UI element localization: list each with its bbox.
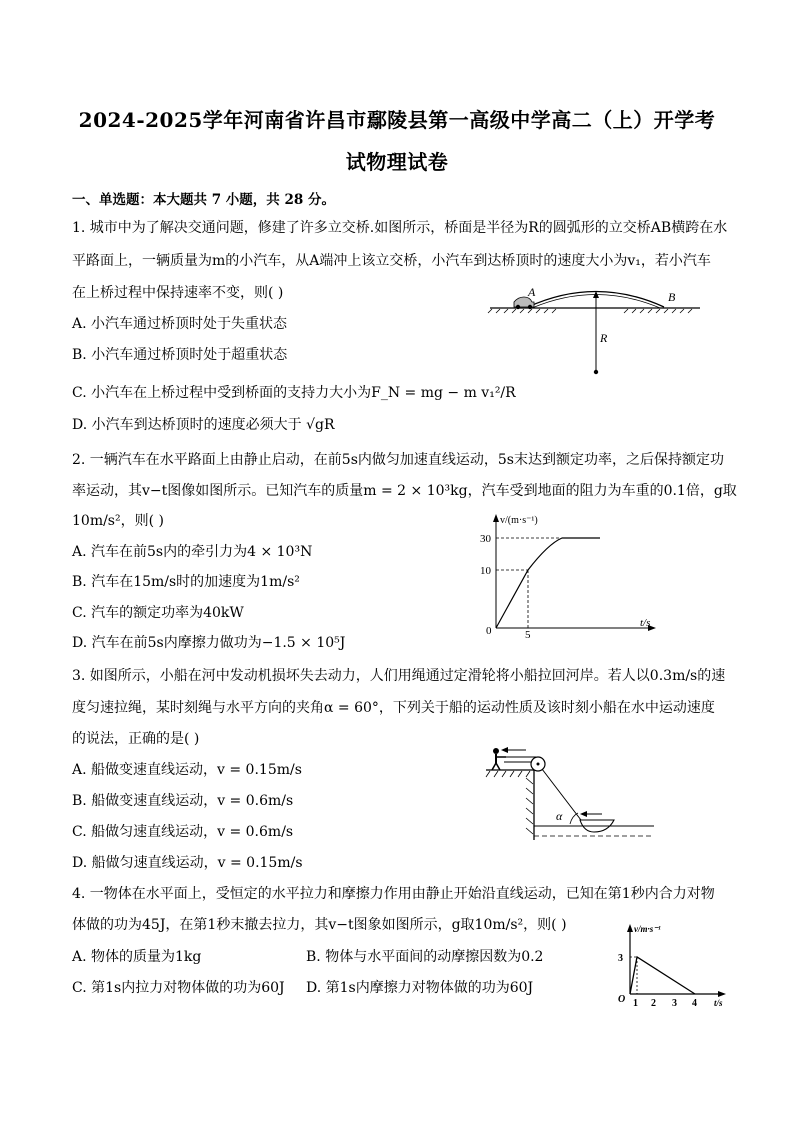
q3-stem-line2: 度匀速拉绳，某时刻绳与水平方向的夹角α = 60°，下列关于船的运动性质及该时刻小船在水中运动速度 (72, 700, 715, 716)
section-heading: 一、单选题：本大题共 7 小题，共 28 分。 (72, 192, 335, 208)
q3-stem-line1: 3. 如图所示，小船在河中发动机损坏失去动力，人们用绳通过定滑轮将小船拉回河岸。若人以0.3m/s的速 (72, 668, 726, 684)
q1-stem-line1: 1. 城市中为了解决交通问题，修建了许多立交桥.如图所示，桥面是半径为R的圆弧形的立交桥AB横跨在水 (72, 220, 728, 236)
q3-stem-line3: 的说法，正确的是( ) (72, 731, 200, 747)
q1-option-a: A. 小汽车通过桥顶时处于失重状态 (72, 316, 288, 332)
center-dot (594, 370, 598, 374)
q2-stem-line1: 2. 一辆汽车在水平路面上由静止启动，在前5s内做匀加速直线运动，5s末达到额定功率，之后保持额定功 (72, 452, 724, 468)
vt-line (630, 957, 695, 994)
q2-option-a: A. 汽车在前5s内的牵引力为4 × 10³N (72, 544, 313, 560)
q4-option-c: C. 第1s内拉力对物体做的功为60J (72, 980, 285, 996)
q3-option-a: A. 船做变速直线运动，v = 0.15m/s (72, 762, 302, 778)
wall-hatching (526, 778, 533, 834)
x-tick-3: 3 (672, 998, 677, 1009)
q2-option-c: C. 汽车的额定功率为40kW (72, 605, 244, 621)
boat-pulley-figure (484, 742, 656, 847)
ledge-hatching (486, 771, 530, 777)
y-tick-30: 30 (480, 533, 491, 545)
x-tick-2: 2 (651, 998, 656, 1009)
q1-option-c: C. 小汽车在上桥过程中受到桥面的支持力大小为F_N = mg − m v₁²/R (72, 385, 516, 401)
q4-option-d: D. 第1s内摩擦力对物体做的功为60J (306, 980, 534, 996)
q2-option-d: D. 汽车在前5s内摩擦力做功为−1.5 × 10⁵J (72, 635, 346, 651)
q2-stem-line2: 率运动，其v−t图像如图所示。已知汽车的质量m = 2 × 10³kg，汽车受到地面的阻力为车重的0.1倍，g取 (72, 483, 737, 499)
exam-title-line1: 2024-2025学年河南省许昌市鄢陵县第一高级中学高二（上）开学考 (78, 108, 716, 132)
x-tick-1: 1 (633, 998, 638, 1009)
q4-option-b: B. 物体与水平面间的动摩擦因数为0.2 (306, 949, 544, 965)
vt-graph-q2 (478, 510, 658, 645)
x-axis-label: t/s (714, 998, 723, 1008)
q3-option-b: B. 船做变速直线运动，v = 0.6m/s (72, 793, 294, 809)
label-b: B (668, 290, 676, 304)
y-axis-label: v/(m·s⁻¹) (500, 515, 538, 526)
origin-label: 0 (486, 625, 492, 637)
x-tick-5: 5 (525, 629, 531, 641)
q4-stem-line2: 体做的功为45J，在第1秒末撤去拉力，其v−t图象如图所示，g取10m/s²，则( ) (72, 917, 567, 933)
origin-label: O (618, 994, 626, 1005)
label-a: A (528, 285, 536, 299)
label-r: R (600, 331, 608, 345)
q1-stem-line2: 平路面上，一辆质量为m的小汽车，从A端冲上该立交桥，小汽车到达桥顶时的速度大小为v₁，若小汽车 (72, 253, 711, 269)
y-tick-3: 3 (618, 953, 623, 964)
q1-option-d: D. 小汽车到达桥顶时的速度必须大于 √gR (72, 417, 335, 433)
exam-title-line2: 试物理试卷 (345, 150, 449, 174)
vt-graph-q4 (604, 922, 730, 1010)
q4-option-a: A. 物体的质量为1kg (72, 949, 202, 965)
bridge-figure (488, 280, 703, 380)
q3-option-d: D. 船做匀速直线运动，v = 0.15m/s (72, 855, 303, 871)
q2-stem-line3: 10m/s²，则( ) (72, 513, 164, 529)
y-tick-10: 10 (480, 565, 491, 577)
x-axis-label: t/s (640, 617, 651, 629)
x-tick-4: 4 (692, 998, 697, 1009)
y-axis-label: v/m·s⁻¹ (634, 924, 661, 934)
person-icon (492, 748, 506, 770)
road-hatching (488, 309, 692, 313)
alpha-label: α (556, 809, 563, 823)
q1-stem-line3: 在上桥过程中保持速率不变，则( ) (72, 285, 284, 301)
vt-curve (496, 538, 600, 628)
q2-option-b: B. 汽车在15m/s时的加速度为1m/s² (72, 574, 300, 590)
rope-slanted (542, 769, 584, 824)
q3-option-c: C. 船做匀速直线运动，v = 0.6m/s (72, 824, 294, 840)
q4-stem-line1: 4. 一物体在水平面上，受恒定的水平拉力和摩擦力作用由静止开始沿直线运动，已知在第1秒内合力对物 (72, 886, 715, 902)
q1-option-b: B. 小汽车通过桥顶时处于超重状态 (72, 347, 288, 363)
